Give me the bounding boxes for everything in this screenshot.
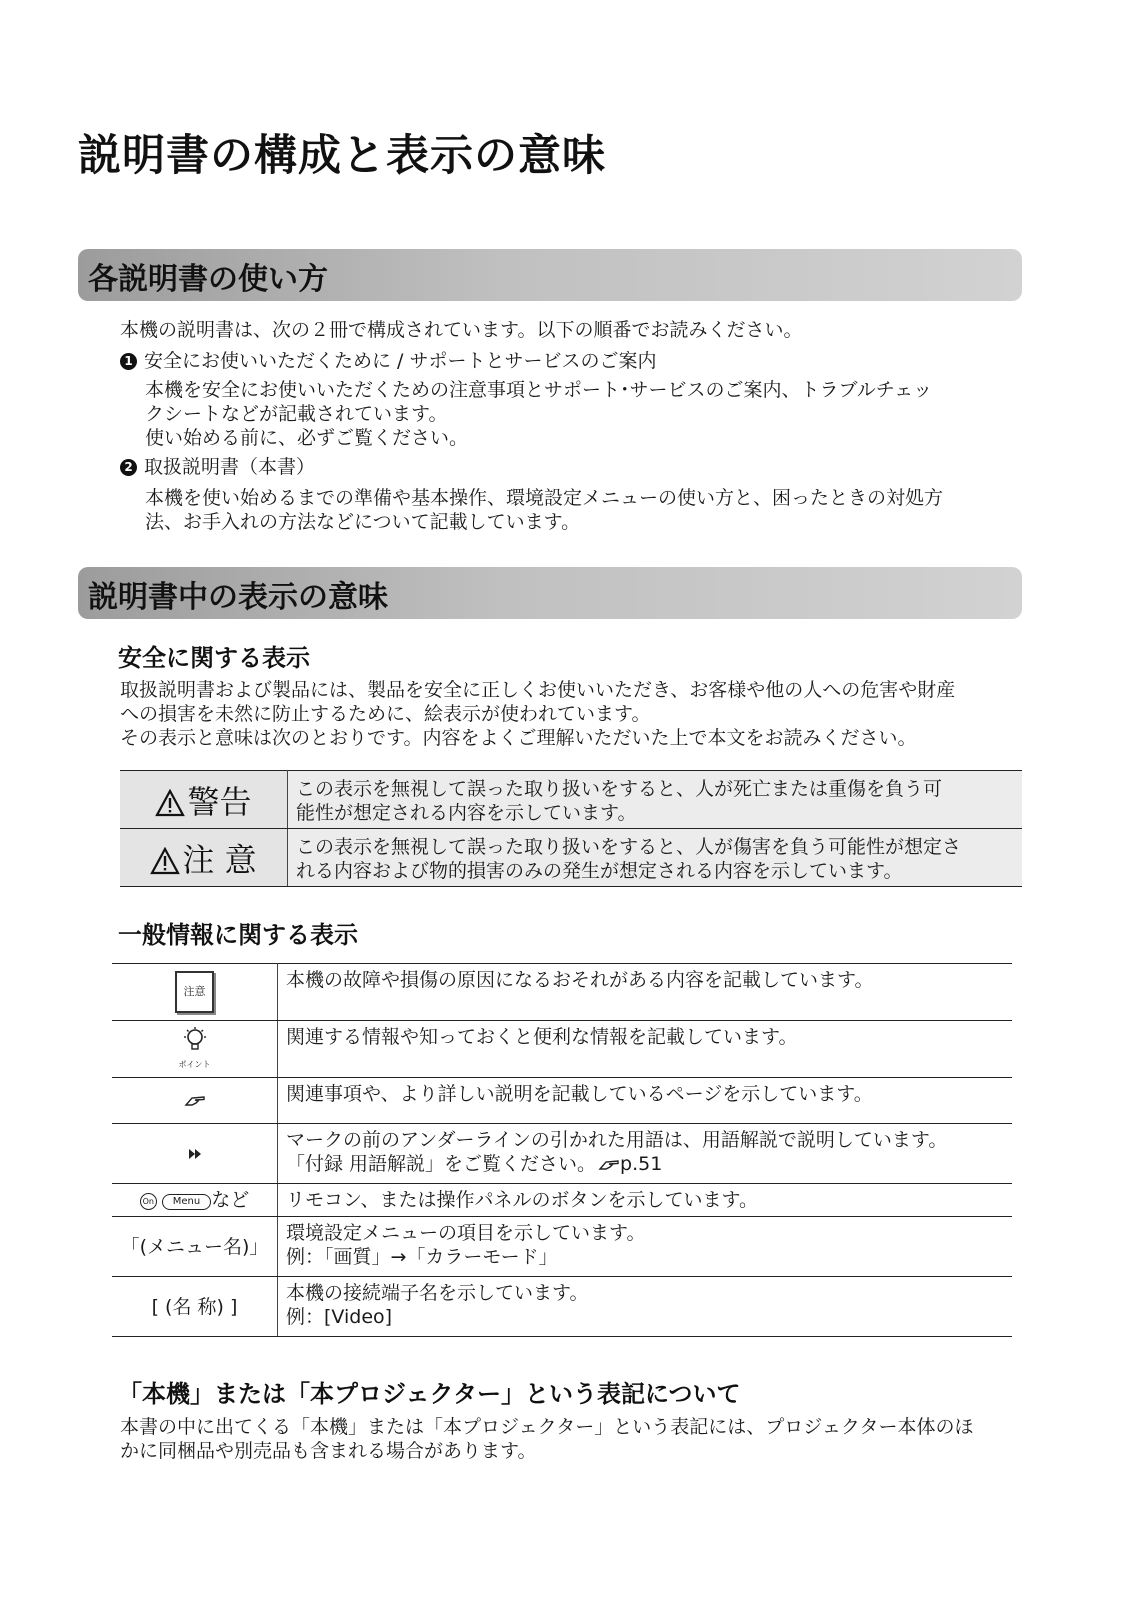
table-row [112,1277,1012,1337]
table-row [112,1021,1012,1078]
subheading-safety: 安全に関する表示 [118,644,310,672]
list-item-1-title: 1 安全にお使いいただくために / サポートとサービスのご案内 [120,349,656,373]
pointing-hand-icon [184,1093,206,1107]
pointing-hand-icon [598,1157,620,1171]
menu-name-label: 「(メニュー名)」 [112,1217,278,1277]
number-1-icon: 1 [120,353,137,370]
warning-label: 警告 [120,771,288,829]
list-item-2-body: 本機を使い始めるまでの準備や基本操作、環境設定メニューの使い方と、困ったときの対処方 法、お手入れの方法などについて記載しています。 [145,487,944,533]
table-row [120,829,1022,887]
table-cell: リモコン、または操作パネルのボタンを示しています。 [278,1184,1013,1217]
table-row: On Menu など リモコン、または操作パネルのボタンを示しています。 [112,1184,1012,1217]
table-cell: マークの前のアンダーラインの引かれた用語は、用語解説で説明しています。 「付録 用語解説」をご覧ください。 p.51 [278,1124,1013,1184]
section-heading: 説明書中の表示の意味 [88,580,388,615]
subheading-notation: 「本機」または「本プロジェクター」という表記について [118,1380,741,1408]
section-heading: 各説明書の使い方 [88,262,328,297]
caution-note-icon: 注意 [175,971,214,1013]
lightbulb-point-icon: ポイント [179,1026,211,1069]
page-title: 説明書の構成と表示の意味 [78,131,606,181]
list-item-1-body: 本機を安全にお使いいただくための注意事項とサポート･サービスのご案内、トラブルチェッ クシートなどが記載されています。 使い始める前に、必ずご覧ください。 [145,379,933,449]
table-cell: 本機の接続端子名を示しています。 例：[Video] [278,1277,1013,1337]
general-info-table [112,963,1012,1337]
caution-description: この表示を無視して誤った取り扱いをすると、人が傷害を負う可能性が想定さ れる内容および物的損害のみの発生が想定される内容を示しています。 [288,829,1023,887]
safety-intro: 取扱説明書および製品には、製品を安全に正しくお使いいただき、お客様や他の人への危害や財産 への損害を未然に防止するために、絵表示が使われています。 その表示と意味は次のとおりです。内容をよくご理解いただいた上で本文をお読みください。 [120,679,956,749]
table-row [112,1078,1012,1124]
port-name-label: [ (名 称) ] [112,1277,278,1337]
notation-text: 本書の中に出てくる「本機」または「本プロジェクター」という表記には、プロジェクター本体のほ かに同梱品や別売品も含まれる場合があります。 [120,1416,974,1462]
list-item-2-title: 2 取扱説明書（本書） [120,455,315,479]
table-row [120,771,1022,829]
caution-triangle-icon [150,847,180,875]
table-cell: 環境設定メニューの項目を示しています。 例：「画質」→「カラーモード」 [278,1217,1013,1277]
section-header-meaning [78,567,1022,619]
table-cell: 関連事項や、より詳しい説明を記載しているページを示しています。 [278,1078,1013,1124]
section-header-usage [78,249,1022,301]
table-row [112,1124,1012,1184]
warning-triangle-icon [155,789,185,817]
safety-table [120,770,1022,887]
intro-text: 本機の説明書は、次の２冊で構成されています。以下の順番でお読みください。 [120,319,803,341]
table-cell: 本機の故障や損傷の原因になるおそれがある内容を記載しています。 [278,964,1013,1021]
number-2-icon: 2 [120,459,137,476]
subheading-general: 一般情報に関する表示 [118,921,358,949]
menu-button-icon: Menu [162,1194,211,1210]
caution-label: 注 意 [120,829,288,887]
on-button-icon: On [140,1193,157,1210]
page-reference-link[interactable]: p.51 [620,1153,663,1175]
table-row [112,1217,1012,1277]
table-cell: 関連する情報や知っておくと便利な情報を記載しています。 [278,1021,1013,1078]
warning-description: この表示を無視して誤った取り扱いをすると、人が死亡または重傷を負う可 能性が想定される内容を示しています。 [288,771,1023,829]
table-row [112,964,1012,1021]
double-arrow-icon [188,1148,202,1160]
